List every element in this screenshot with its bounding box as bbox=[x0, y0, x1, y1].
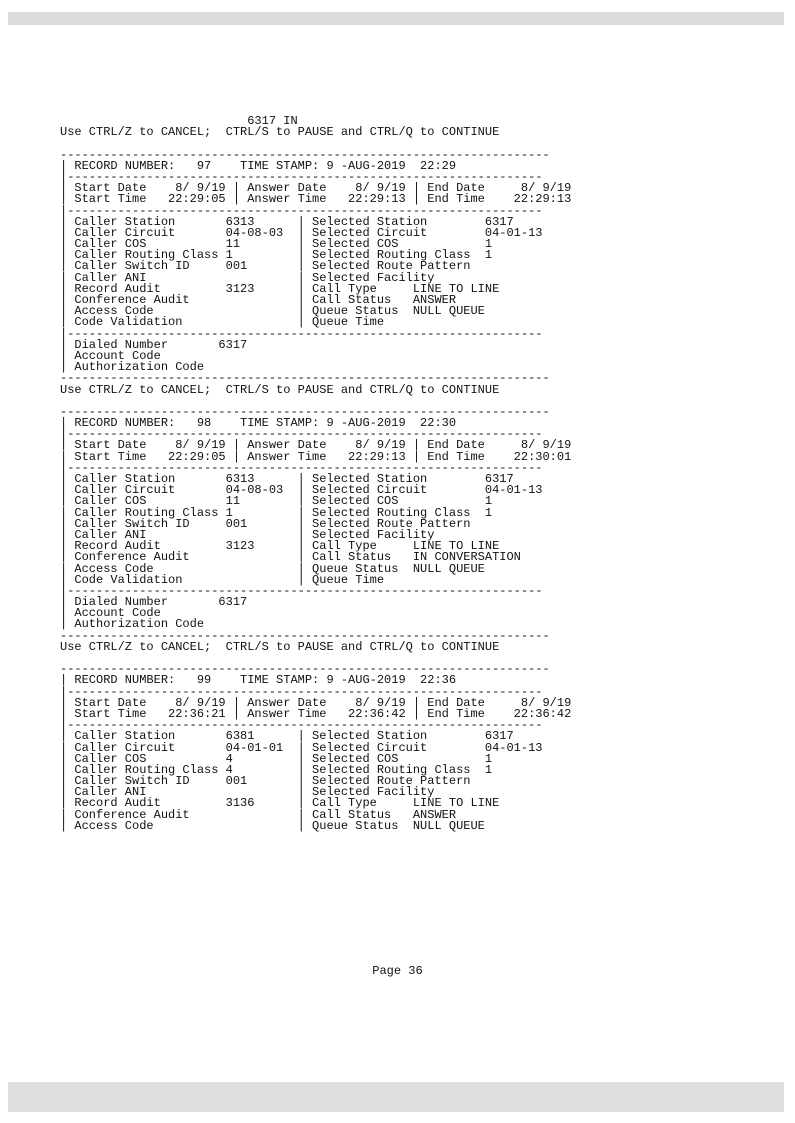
detail-row: | Caller ANI | Selected Facility bbox=[60, 270, 435, 285]
record-divider: |------------------------------------------------------------------ bbox=[60, 583, 543, 598]
record-divider: |------------------------------------------------------------------ bbox=[60, 684, 543, 699]
times-row: | Start Time 22:36:21 | Answer Time 22:36:42 | End Time 22:36:42 bbox=[60, 706, 572, 721]
detail-row: | Record Audit 3123 | Call Type LINE TO LINE bbox=[60, 281, 500, 296]
times-row: | Start Time 22:29:05 | Answer Time 22:29:13 | End Time 22:29:13 bbox=[60, 192, 572, 207]
record-header: | RECORD NUMBER: 99 TIME STAMP: 9 -AUG-2019 22:36 bbox=[60, 673, 457, 688]
detail-row: | Caller COS 4 | Selected COS 1 bbox=[60, 751, 493, 766]
authorization-code-row: | Authorization Code bbox=[60, 360, 205, 375]
detail-row: | Access Code | Queue Status NULL QUEUE bbox=[60, 304, 485, 319]
detail-row: | Caller COS 11 | Selected COS 1 bbox=[60, 237, 493, 252]
detail-row: | Caller Station 6313 | Selected Station 6317 bbox=[60, 214, 514, 229]
detail-row: | Record Audit 3123 | Call Type LINE TO LINE bbox=[60, 539, 500, 554]
detail-row: | Caller ANI | Selected Facility bbox=[60, 527, 435, 542]
dialed-number-row: | Dialed Number 6317 bbox=[60, 595, 248, 610]
detail-row: | Caller Circuit 04-08-03 | Selected Circuit 04-01-13 bbox=[60, 225, 543, 240]
detail-row: | Caller Routing Class 1 | Selected Routing Class 1 bbox=[60, 248, 493, 263]
detail-row: | Access Code | Queue Status NULL QUEUE bbox=[60, 561, 485, 576]
detail-row: | Caller Switch ID 001 | Selected Route Pattern bbox=[60, 774, 471, 789]
record-divider: -------------------------------------------------------------------- bbox=[60, 371, 550, 386]
detail-row: | Conference Audit | Call Status ANSWER bbox=[60, 807, 457, 822]
cdr-report-page bbox=[60, 116, 571, 832]
detail-row: | Caller COS 11 | Selected COS 1 bbox=[60, 494, 493, 509]
detail-row: | Code Validation | Queue Time bbox=[60, 572, 385, 587]
detail-row: | Caller Circuit 04-08-03 | Selected Circuit 04-01-13 bbox=[60, 483, 543, 498]
record-divider: |------------------------------------------------------------------ bbox=[60, 326, 543, 341]
record-divider: |------------------------------------------------------------------ bbox=[60, 718, 543, 733]
instructions-line: Use CTRL/Z to CANCEL; CTRL/S to PAUSE and CTRL/Q to CONTINUE bbox=[60, 639, 500, 654]
record-divider: |------------------------------------------------------------------ bbox=[60, 203, 543, 218]
detail-row: | Caller Switch ID 001 | Selected Route Pattern bbox=[60, 516, 471, 531]
detail-row: | Record Audit 3136 | Call Type LINE TO LINE bbox=[60, 796, 500, 811]
authorization-code-row: | Authorization Code bbox=[60, 617, 205, 632]
record-divider: -------------------------------------------------------------------- bbox=[60, 404, 550, 419]
scan-bottom-edge bbox=[8, 1082, 784, 1112]
detail-row: | Caller Station 6313 | Selected Station 6317 bbox=[60, 472, 514, 486]
dates-row: | Start Date 8/ 9/19 | Answer Date 8/ 9/19 | End Date 8/ 9/19 bbox=[60, 181, 572, 196]
record-divider: -------------------------------------------------------------------- bbox=[60, 147, 550, 162]
detail-row: | Caller Circuit 04-01-01 | Selected Circuit 04-01-13 bbox=[60, 740, 543, 755]
detail-row: | Conference Audit | Call Status IN CONVERSATION bbox=[60, 550, 521, 565]
record-divider: |------------------------------------------------------------------ bbox=[60, 427, 543, 442]
detail-row: | Caller Switch ID 001 | Selected Route Pattern bbox=[60, 259, 471, 274]
record-divider: -------------------------------------------------------------------- bbox=[60, 662, 550, 677]
dialed-number-row: | Dialed Number 6317 bbox=[60, 337, 248, 352]
scan-top-edge bbox=[8, 12, 784, 25]
record-divider: |------------------------------------------------------------------ bbox=[60, 169, 543, 184]
instructions-line: Use CTRL/Z to CANCEL; CTRL/S to PAUSE and CTRL/Q to CONTINUE bbox=[60, 125, 500, 140]
record-divider: |------------------------------------------------------------------ bbox=[60, 460, 543, 475]
report-title: 6317 IN bbox=[60, 114, 298, 128]
account-code-row: | Account Code bbox=[60, 606, 161, 621]
instructions-line: Use CTRL/Z to CANCEL; CTRL/S to PAUSE and CTRL/Q to CONTINUE bbox=[60, 382, 500, 397]
detail-row: | Access Code | Queue Status NULL QUEUE bbox=[60, 818, 485, 833]
dates-row: | Start Date 8/ 9/19 | Answer Date 8/ 9/19 | End Date 8/ 9/19 bbox=[60, 438, 572, 453]
record-header: | RECORD NUMBER: 98 TIME STAMP: 9 -AUG-2019 22:30 bbox=[60, 416, 457, 431]
detail-row: | Caller Routing Class 1 | Selected Routing Class 1 bbox=[60, 505, 493, 520]
detail-row: | Caller ANI | Selected Facility bbox=[60, 785, 435, 800]
times-row: | Start Time 22:29:05 | Answer Time 22:29:13 | End Time 22:30:01 bbox=[60, 449, 572, 464]
detail-row: | Code Validation | Queue Time bbox=[60, 315, 385, 330]
detail-row: | Caller Station 6381 | Selected Station 6317 bbox=[60, 729, 514, 744]
detail-row: | Caller Routing Class 4 | Selected Routing Class 1 bbox=[60, 762, 493, 777]
detail-row: | Conference Audit | Call Status ANSWER bbox=[60, 293, 457, 307]
dates-row: | Start Date 8/ 9/19 | Answer Date 8/ 9/19 | End Date 8/ 9/19 bbox=[60, 695, 572, 710]
record-header: | RECORD NUMBER: 97 TIME STAMP: 9 -AUG-2019 22:29 bbox=[60, 158, 457, 173]
page-number: Page 36 bbox=[372, 964, 423, 978]
account-code-row: | Account Code bbox=[60, 348, 161, 363]
record-divider: -------------------------------------------------------------------- bbox=[60, 628, 550, 643]
